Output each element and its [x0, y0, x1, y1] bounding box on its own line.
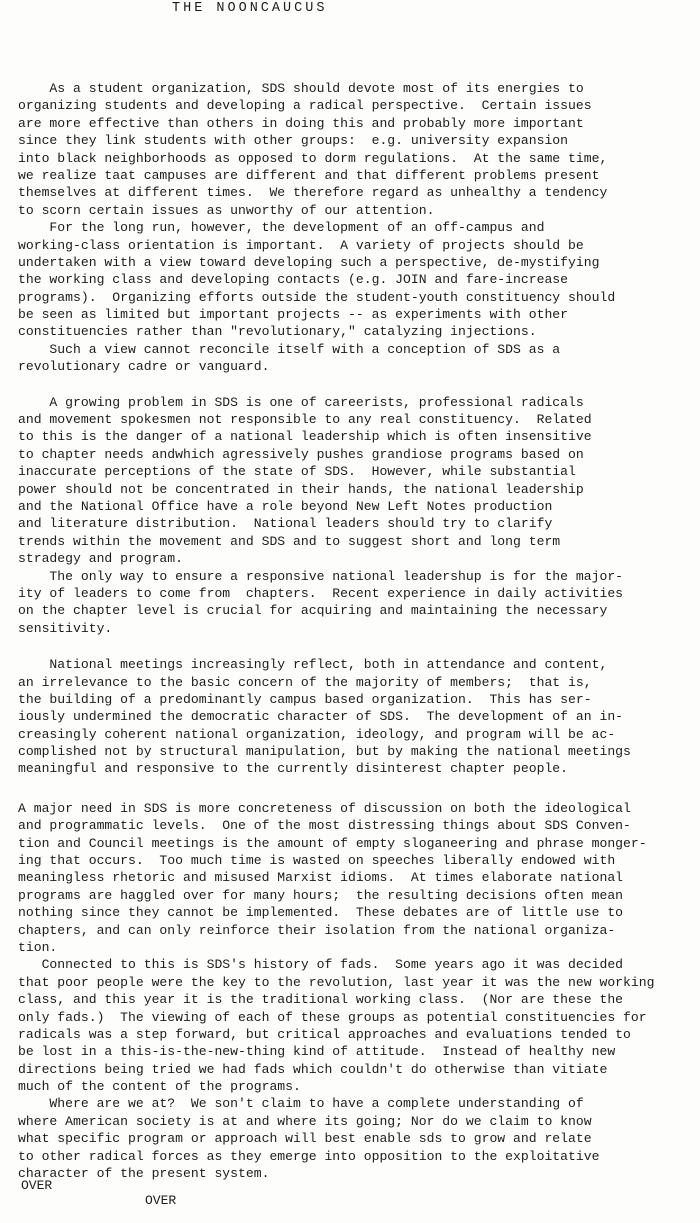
text-line: what specific program or approach will best enable sds to grow and relate [18, 1131, 592, 1147]
text-line: we realize taat campuses are different and that different problems present [18, 167, 600, 183]
text-line: Connected to this is SDS's history of fads. Some years ago it was decided [18, 957, 624, 973]
text-line: organizing students and developing a radical perspective. Certain issues [18, 98, 592, 114]
text-line: where American society is at and where its going; Nor do we claim to know [18, 1113, 592, 1129]
text-line: to this is the danger of a national leadership which is often insensitive [18, 429, 592, 445]
paragraph-leadership [18, 568, 688, 638]
text-line: inaccurate perceptions of the state of SDS. However, while substantial [18, 464, 576, 480]
text-line: power should not be concentrated in their hands, the national leadership [18, 481, 584, 497]
text-line: and literature distribution. National leaders should try to clarify [18, 516, 553, 532]
text-line: chapters, and can only reinforce their isolation from the national organiza- [18, 922, 616, 938]
text-line: be lost in a this-is-the-new-thing kind of attitude. Instead of healthy new [18, 1044, 616, 1060]
footer-over-right: OVER [145, 1193, 177, 1208]
text-line: and programmatic levels. One of the most distressing things about SDS Conven- [18, 818, 631, 834]
text-line: Such a view cannot reconcile itself with a conception of SDS as a [18, 341, 561, 357]
text-line: revolutionary cadre or vanguard. [18, 359, 270, 375]
text-line: on the chapter level is crucial for acquiring and maintaining the necessary [18, 603, 608, 619]
text-line: nothing since they cannot be implemented. These debates are of little use to [18, 905, 624, 921]
text-line: iously undermined the democratic character of SDS. The development of an in- [18, 709, 624, 725]
paragraph-cadre [18, 341, 688, 376]
text-line: National meetings increasingly reflect, both in attendance and content, [18, 657, 608, 673]
paragraph-gap [18, 637, 688, 656]
paragraph-student-organization [18, 80, 688, 219]
paragraph-concreteness [18, 800, 688, 957]
text-line: working-class orientation is important. A variety of projects should be [18, 237, 584, 253]
text-line: to chapter needs andwhich agressively pushes grandiose programs based on [18, 446, 584, 462]
text-line: sensitivity. [18, 620, 113, 636]
text-line: undertaken with a view toward developing such a perspective, de-mystifying [18, 254, 600, 270]
text-line: As a student organization, SDS should devote most of its energies to [18, 81, 584, 96]
text-line: A major need in SDS is more concreteness of discussion on both the ideological [18, 800, 631, 816]
document-title: THE NOONCAUCUS [172, 1, 328, 16]
text-line: be seen as limited but important projects -- as experiments with other [18, 307, 569, 323]
text-line: and movement spokesmen not responsible to any real constituency. Related [18, 412, 592, 428]
text-line: class, and this year it is the traditional working class. (Nor are these the [18, 992, 624, 1008]
text-line: A growing problem in SDS is one of careerists, professional radicals [18, 394, 584, 410]
footer-over-left: OVER [21, 1178, 53, 1193]
text-line: programs are haggled over for many hours; the resulting decisions often mean [18, 887, 624, 903]
text-line: programs). Organizing efforts outside the student-youth constituency should [18, 289, 616, 305]
text-line: constituencies rather than "revolutionary," catalyzing injections. [18, 324, 537, 340]
text-line: ity of leaders to come from chapters. Recent experience in daily activities [18, 585, 624, 601]
paragraph-gap [18, 778, 688, 800]
text-line: since they link students with other groups: e.g. university expansion [18, 133, 569, 149]
text-line: Where are we at? We son't claim to have a complete understanding of [18, 1096, 584, 1112]
text-line: meaningful and responsive to the currently disinterest chapter people. [18, 761, 569, 777]
text-line: trends within the movement and SDS and to suggest short and long term [18, 533, 561, 549]
text-line: an irrelevance to the basic concern of the majority of members; that is, [18, 674, 592, 690]
text-line: meaningless rhetoric and misused Marxist idioms. At times elaborate national [18, 870, 624, 886]
paragraph-long-run [18, 219, 688, 341]
text-line: only fads.) The viewing of each of these groups as potential constituencies for [18, 1009, 647, 1025]
text-line: creasingly coherent national organization, ideology, and program will be ac- [18, 726, 616, 742]
paragraph-careerists [18, 394, 688, 568]
text-line: complished not by structural manipulation, but by making the national meetings [18, 744, 631, 760]
text-line: For the long run, however, the development of an off-campus and [18, 220, 545, 236]
text-line: directions being tried we had fads which couldn't do otherwise than vitiate [18, 1061, 608, 1077]
text-line: much of the content of the programs. [18, 1079, 301, 1095]
text-line: the working class and developing contacts (e.g. JOIN and fare-increase [18, 272, 569, 288]
text-line: tion. [18, 939, 58, 955]
paragraph-where-are-we [18, 1095, 688, 1182]
paragraph-fads [18, 956, 688, 1095]
text-line: themselves at different times. We therefore regard as unhealthy a tendency [18, 185, 608, 201]
text-line: ing that occurs. Too much time is wasted on speeches liberally endowed with [18, 853, 616, 869]
text-line: that poor people were the key to the revolution, last year it was the new working [18, 974, 655, 990]
text-line: the building of a predominantly campus based organization. This has ser- [18, 691, 592, 707]
text-line: into black neighborhoods as opposed to dorm regulations. At the same time, [18, 150, 608, 166]
text-line: and the National Office have a role beyond New Left Notes production [18, 498, 553, 514]
text-line: are more effective than others in doing this and probably more important [18, 115, 584, 131]
text-line: stradegy and program. [18, 551, 184, 567]
paragraph-gap [18, 376, 688, 394]
text-line: to scorn certain issues as unworthy of our attention. [18, 202, 435, 218]
paragraph-national-meetings [18, 656, 688, 778]
document-body [18, 80, 688, 1182]
text-line: to other radical forces as they emerge into opposition to the exploitative [18, 1148, 600, 1164]
text-line: character of the present system. [18, 1166, 270, 1182]
text-line: tion and Council meetings is the amount of empty sloganeering and phrase monger- [18, 835, 647, 851]
text-line: The only way to ensure a responsive national leadershup is for the major- [18, 568, 624, 584]
text-line: radicals was a step forward, but critical approaches and evaluations tended to [18, 1026, 631, 1042]
